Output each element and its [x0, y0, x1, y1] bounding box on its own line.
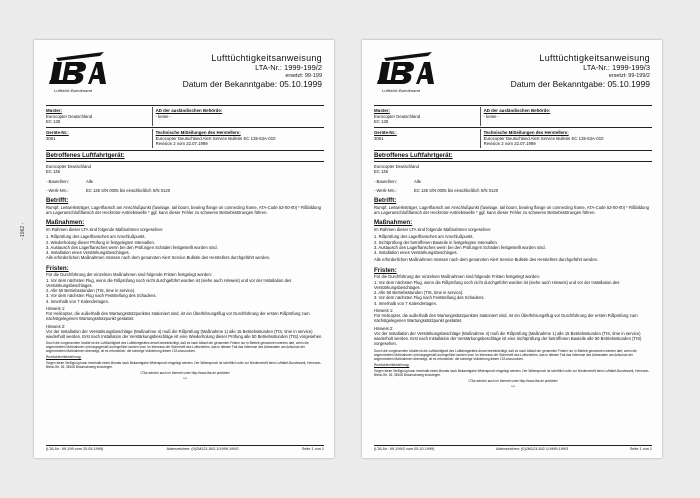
page-header	[374, 48, 652, 104]
page-header	[46, 48, 324, 104]
internet-note: LTAs werden auch im Internet unter http://www.lba.de publiziert	[140, 371, 230, 376]
deadline-item: 1. Vor dem nächsten Flug, wenn die Rißprüfung noch nicht durchgeführt worden ist (siehe auch Hinweis) und vor der Installation des Verstärkungsbeschlages.	[46, 277, 292, 288]
logo-text: Luftfahrt-Bundesamt	[54, 88, 93, 93]
footer-page-number: Seite 1 von 1	[301, 447, 324, 452]
series-row	[374, 179, 652, 184]
deadline-item: 4. Innerhalb von 7 Kalendertagen.	[46, 298, 110, 304]
deadline-item: 2. Alle 50 Betriebsstunden (TIS, time in service).	[46, 288, 136, 294]
deadline-item: 3. Vor dem nächsten Flug nach Feststellung des Schadens.	[46, 293, 157, 299]
note-1-title: Hinweis 1:	[374, 307, 394, 313]
meta-row-2	[46, 129, 324, 148]
foreign-ad-label: AD der ausländischen Behörde:	[483, 108, 551, 113]
series-label: - Baureihen:	[374, 178, 397, 184]
model-label: Muster:	[46, 108, 62, 113]
lta-number: LTA-Nr.: 1999-199/3	[583, 62, 650, 72]
measure-item: 4. Installation eines Verstärkungsbeschlages.	[46, 250, 130, 256]
measure-item: 3. Austausch des Lagerflansches wenn bei den Prüfungen Schäden festgestellt worden sind.	[374, 244, 546, 250]
measure-item: 1. Rißprüfung des Lagerflansches am Anschlußpunkt.	[46, 234, 146, 240]
series-value: Alle	[414, 178, 421, 184]
note-2-title: Hinweis 2:	[46, 323, 66, 329]
manufacturer-notes-value-2: Revision 2 vom 22.07.1999	[155, 141, 208, 147]
serial-value: EC 135 S/N 0005 bis einschließlich S/N 0120	[414, 187, 499, 193]
document-page-left	[34, 40, 334, 458]
end-stars: ***	[183, 377, 187, 382]
model-value-2: EC 135	[374, 118, 389, 124]
note-1-text: Für Helicopter, die außerhalb des Wartungsstützpunktes stationiert sind, ist ein Überführungsflug vor Durchführung der ersten Rißprüfung zum nächstgelegenen Wartungsstützpunkt gestattet.	[46, 311, 310, 322]
lba-logo	[48, 50, 108, 94]
measures-intro: Im Rahmen dieser LTA sind folgende Maßnahmen vorgesehen:	[46, 227, 164, 233]
lta-number: LTA-Nr.: 1999-199/2	[255, 62, 322, 72]
serial-row	[46, 188, 324, 193]
replaces-number: ersetzt: 99-199	[285, 72, 322, 79]
measures-title: Maßnahmen:	[46, 219, 85, 227]
publication-date: Datum der Bekanntgabe: 05.10.1999	[510, 79, 650, 90]
divider	[374, 105, 652, 106]
legal-note: Durch die vorgenannten Inhalte ist die Lufttüchtigkeit des Luftfahrtgerätes derart beeinträchtigt, daß es nach Ablauf der genannten Fristen nur in Betrieb genommen werden darf, wenn die angeordneten Maßnahmen ordnungsgemäß durchgeführt worden sind. Im Interesse der Sicherheit des Luftverkehrs, das in diesem Fall das Interesse des Adressaten am Aufschub der angeordneten Maßnahmen überwiegt, ist es erforderlich, die sofortige Vollziehung dieser LTA anzuordnen.	[46, 341, 309, 354]
lba-logo-icon	[48, 50, 108, 90]
model-value: Eurocopter Deutschland	[46, 113, 93, 119]
footer-page-number: Seite 1 von 1	[629, 447, 652, 452]
meta-row-1	[46, 107, 324, 126]
divider	[46, 105, 324, 106]
legal-note: Durch die vorgenannten Inhalte ist die Lufttüchtigkeit des Luftfahrtgerätes derart beeinträchtigt, daß es nach Ablauf der genannten Fristen nur in Betrieb genommen werden darf, wenn die angeordneten Maßnahmen ordnungsgemäß durchgeführt worden sind. Im Interesse der Sicherheit des Luftverkehrs, das in diesem Fall das Interesse des Adressaten am Aufschub der angeordneten Maßnahmen überwiegt, ist es erforderlich, die sofortige Vollziehung dieser LTA anzuordnen.	[374, 348, 637, 361]
document-page-right	[362, 40, 662, 458]
foreign-ad-label: AD der ausländischen Behörde:	[155, 108, 223, 113]
document-title: Lufttüchtigkeitsanweisung	[539, 53, 650, 63]
footer-reference: (LTA-Nr.: 99-199 vom 20.05.1999)	[46, 447, 104, 452]
subject-title: Betrifft:	[46, 197, 69, 205]
manufacturer-notes-value-2: Revision 2 vom 22.07.1999	[483, 141, 536, 147]
device-number-label: Geräte-Nr.:	[374, 130, 397, 136]
foreign-ad-value: - keine -	[483, 113, 500, 119]
deadlines-title: Fristen:	[46, 264, 69, 272]
deadline-item: 2. Alle 50 Betriebsstunden (TIS, time in service).	[374, 290, 464, 296]
measures-outro: Alle erforderlichen Maßnahmen müssen nach dem genannten Alert Service Bulletin des Herstellers durchgeführt werden.	[374, 257, 599, 263]
serial-label: - Werk-Nrn.:	[374, 187, 397, 193]
affected-aircraft-value: Eurocopter Deutschland	[46, 164, 91, 170]
measures-intro: Im Rahmen dieser LTA sind folgende Maßnahmen vorgesehen:	[374, 227, 492, 233]
footer-file-number: Aktenzeichen: (0)2M121-502.1/1999-199/2	[166, 447, 239, 452]
note-1-title: Hinweis 1:	[46, 305, 66, 311]
title-block	[183, 54, 322, 89]
deadlines-intro: Für die Durchführung der einzelnen Maßnahmen sind folgende Fristen festgelegt worden:	[46, 272, 212, 278]
deadlines-intro: Für die Durchführung der einzelnen Maßnahmen sind folgende Fristen festgelegt worden:	[374, 274, 540, 280]
footer-file-number: Aktenzeichen: (0)2M123-502.1/1999-199/3	[496, 447, 569, 452]
measure-item: 2. Sichtprüfung der betroffenen Bauteile in festgelegten Intervallen.	[374, 239, 499, 245]
series-row	[46, 179, 324, 184]
device-number-label: Geräte-Nr.:	[46, 130, 69, 136]
lba-logo	[376, 50, 436, 94]
side-page-number: - 1962 -	[20, 222, 26, 240]
note-2-title: Hinweis 2:	[374, 325, 394, 331]
lba-logo-icon	[376, 50, 436, 90]
model-value: Eurocopter Deutschland	[374, 113, 421, 119]
affected-aircraft-value-2: EC 135	[46, 169, 60, 175]
subject-text: Rumpf, Leitwerksträger, Lagerflansch am Anschlußpunkt (fuselage, tail boom, bearing flange on connecting frame, ATA-Code 53-00-00) * Rißbildung am Lageranschlußflansch der Heckrotor-Antriebswelle * ggf. kann dieser Fehler zu schweren Betriebsstörungen führen.	[374, 204, 649, 216]
deadlines-list	[374, 280, 652, 306]
page-footer	[46, 445, 324, 452]
serial-value: EC 135 S/N 0005 bis einschließlich S/N 0120	[86, 187, 171, 193]
affected-aircraft-title: Betroffenes Luftfahrtgerät:	[46, 150, 324, 162]
deadline-item: 1. Vor dem nächsten Flug, wenn die Rißprüfung noch nicht durchgeführt worden ist (siehe auch Hinweis) und vor der Installation des Verstärkungsbeschlages.	[374, 279, 620, 290]
affected-aircraft-value: Eurocopter Deutschland	[374, 164, 419, 170]
publication-date: Datum der Bekanntgabe: 05.10.1999	[182, 79, 322, 90]
series-label: - Baureihen:	[46, 178, 69, 184]
manufacturer-notes-value: Eurocopter Deutschland Alert Service Bulletin EC 135-53A-010	[483, 135, 604, 141]
note-2-text: Vor der Installation der Verstärkungsbeschläge (Maßnahme 4) muß die Rißprüfung (Maßnahme 1) alle 15 Betriebsstunden (TIS, time in service) wiederholt werden. Erst nach Installation der Verstärkungsbeschläge ist eine Wiederholung dieser Prüfung alle 50 Betriebsstunden (TIS) vorgesehen.	[46, 328, 323, 340]
internet-note: LTAs werden auch im Internet unter http://www.lba.de publiziert	[468, 378, 558, 383]
meta-row-1	[374, 107, 652, 126]
serial-label: - Werk-Nrn.:	[46, 187, 69, 193]
measures-title: Maßnahmen:	[374, 219, 413, 227]
measure-item: 3. Austausch des Lagerflansches wenn bei den Prüfungen Schäden festgestellt worden sind.	[46, 244, 218, 250]
deadline-item: 3. Vor dem nächsten Flug nach Feststellung des Schadens.	[374, 295, 485, 301]
measures-list	[46, 234, 324, 255]
deadlines-title: Fristen:	[374, 266, 397, 274]
measure-item: 2. Wiederholung dieser Prüfung in festgelegten Intervallen.	[46, 239, 155, 245]
end-stars: ***	[511, 384, 515, 389]
title-block	[511, 54, 650, 89]
footer-reference: (LTA-Nr.: 99-199/2 vom 05.10.1999)	[374, 447, 435, 452]
affected-aircraft-title: Betroffenes Luftfahrtgerät:	[374, 150, 652, 162]
deadlines-list	[46, 278, 324, 304]
appeal-title: Rechtsbehelfsbelehrung:	[46, 355, 82, 360]
device-number-value: 3061	[46, 135, 56, 141]
page-footer	[374, 445, 652, 452]
measure-item: 1. Rißprüfung des Lagerflansches am Anschlußpunkt.	[374, 234, 474, 240]
meta-row-2	[374, 129, 652, 148]
model-value-2: EC 135	[46, 118, 61, 124]
foreign-ad-value: - keine -	[155, 113, 172, 119]
divider	[374, 127, 652, 128]
appeal-text: Gegen diese Verfügung kann innerhalb eines Monats nach Bekanntgabe Widerspruch eingelegt werden. Der Widerspruch ist schriftlich oder zur Niederschrift beim Luftfahrt-Bundesamt, Hermann-Blenk-Str. 26, 38108 Braunschweig einzulegen.	[374, 368, 650, 377]
model-label: Muster:	[374, 108, 390, 113]
measures-outro: Alle erforderlichen Maßnahmen müssen nach dem genannten Alert Service Bulletin des Herstellers durchgeführt werden.	[46, 255, 271, 261]
manufacturer-notes-value: Eurocopter Deutschland Alert Service Bulletin EC 135-53A-010	[155, 135, 276, 141]
series-value: Alle	[86, 178, 93, 184]
divider	[46, 127, 324, 128]
note-1-text: Für Helicopter, die außerhalb des Wartungsstützpunktes stationiert sind, ist ein Überführungsflug vor Durchführung der ersten Rißprüfung zum nächstgelegenen Wartungsstützpunkt gestattet.	[374, 313, 638, 324]
device-number-value: 3061	[374, 135, 384, 141]
manufacturer-notes-label: Technische Mitteilungen des Herstellers:	[483, 130, 569, 136]
document-title: Lufttüchtigkeitsanweisung	[211, 53, 322, 63]
measures-list	[374, 234, 652, 255]
appeal-title: Rechtsbehelfsbelehrung:	[374, 362, 410, 367]
deadline-item: 4. Innerhalb von 7 Kalendertagen.	[374, 300, 438, 306]
appeal-text: Gegen diese Verfügung kann innerhalb eines Monats nach Bekanntgabe Widerspruch eingelegt werden. Der Widerspruch ist schriftlich oder zur Niederschrift beim Luftfahrt-Bundesamt, Hermann-Blenk-Str. 26, 38108 Braunschweig einzulegen.	[46, 361, 322, 370]
manufacturer-notes-label: Technische Mitteilungen des Herstellers:	[155, 130, 241, 136]
measure-item: 4. Installation eines Verstärkungsbeschlages.	[374, 250, 458, 256]
logo-text: Luftfahrt-Bundesamt	[382, 88, 421, 93]
note-2-text: Vor der Installation der Verstärkungsbeschläge (Maßnahme 4) muß die Rißprüfung (Maßnahme 1) alle 15 Betriebsstunden (TIS, time in service) wiederholt werden. Erst nach Installation der Verstärkungsbeschläge ist eine Sichtprüfung der betroffenen Bauteile alle 50 Betriebsstunden (TIS) vorgesehen.	[374, 330, 642, 347]
replaces-number: ersetzt: 99-199/2	[608, 72, 650, 79]
subject-text: Rumpf, Leitwerksträger, Lagerflansch am Anschlußpunkt (fuselage, tail boom, bearing flange on connecting frame, ATA-Code 53-00-00) * Rißbildung am Lageranschlußflansch der Heckrotor-Antriebswelle * ggf. kann dieser Fehler zu schweren Betriebsstörungen führen.	[46, 204, 321, 216]
affected-aircraft-value-2: EC 135	[374, 169, 388, 175]
serial-row	[374, 188, 652, 193]
subject-title: Betrifft:	[374, 197, 397, 205]
